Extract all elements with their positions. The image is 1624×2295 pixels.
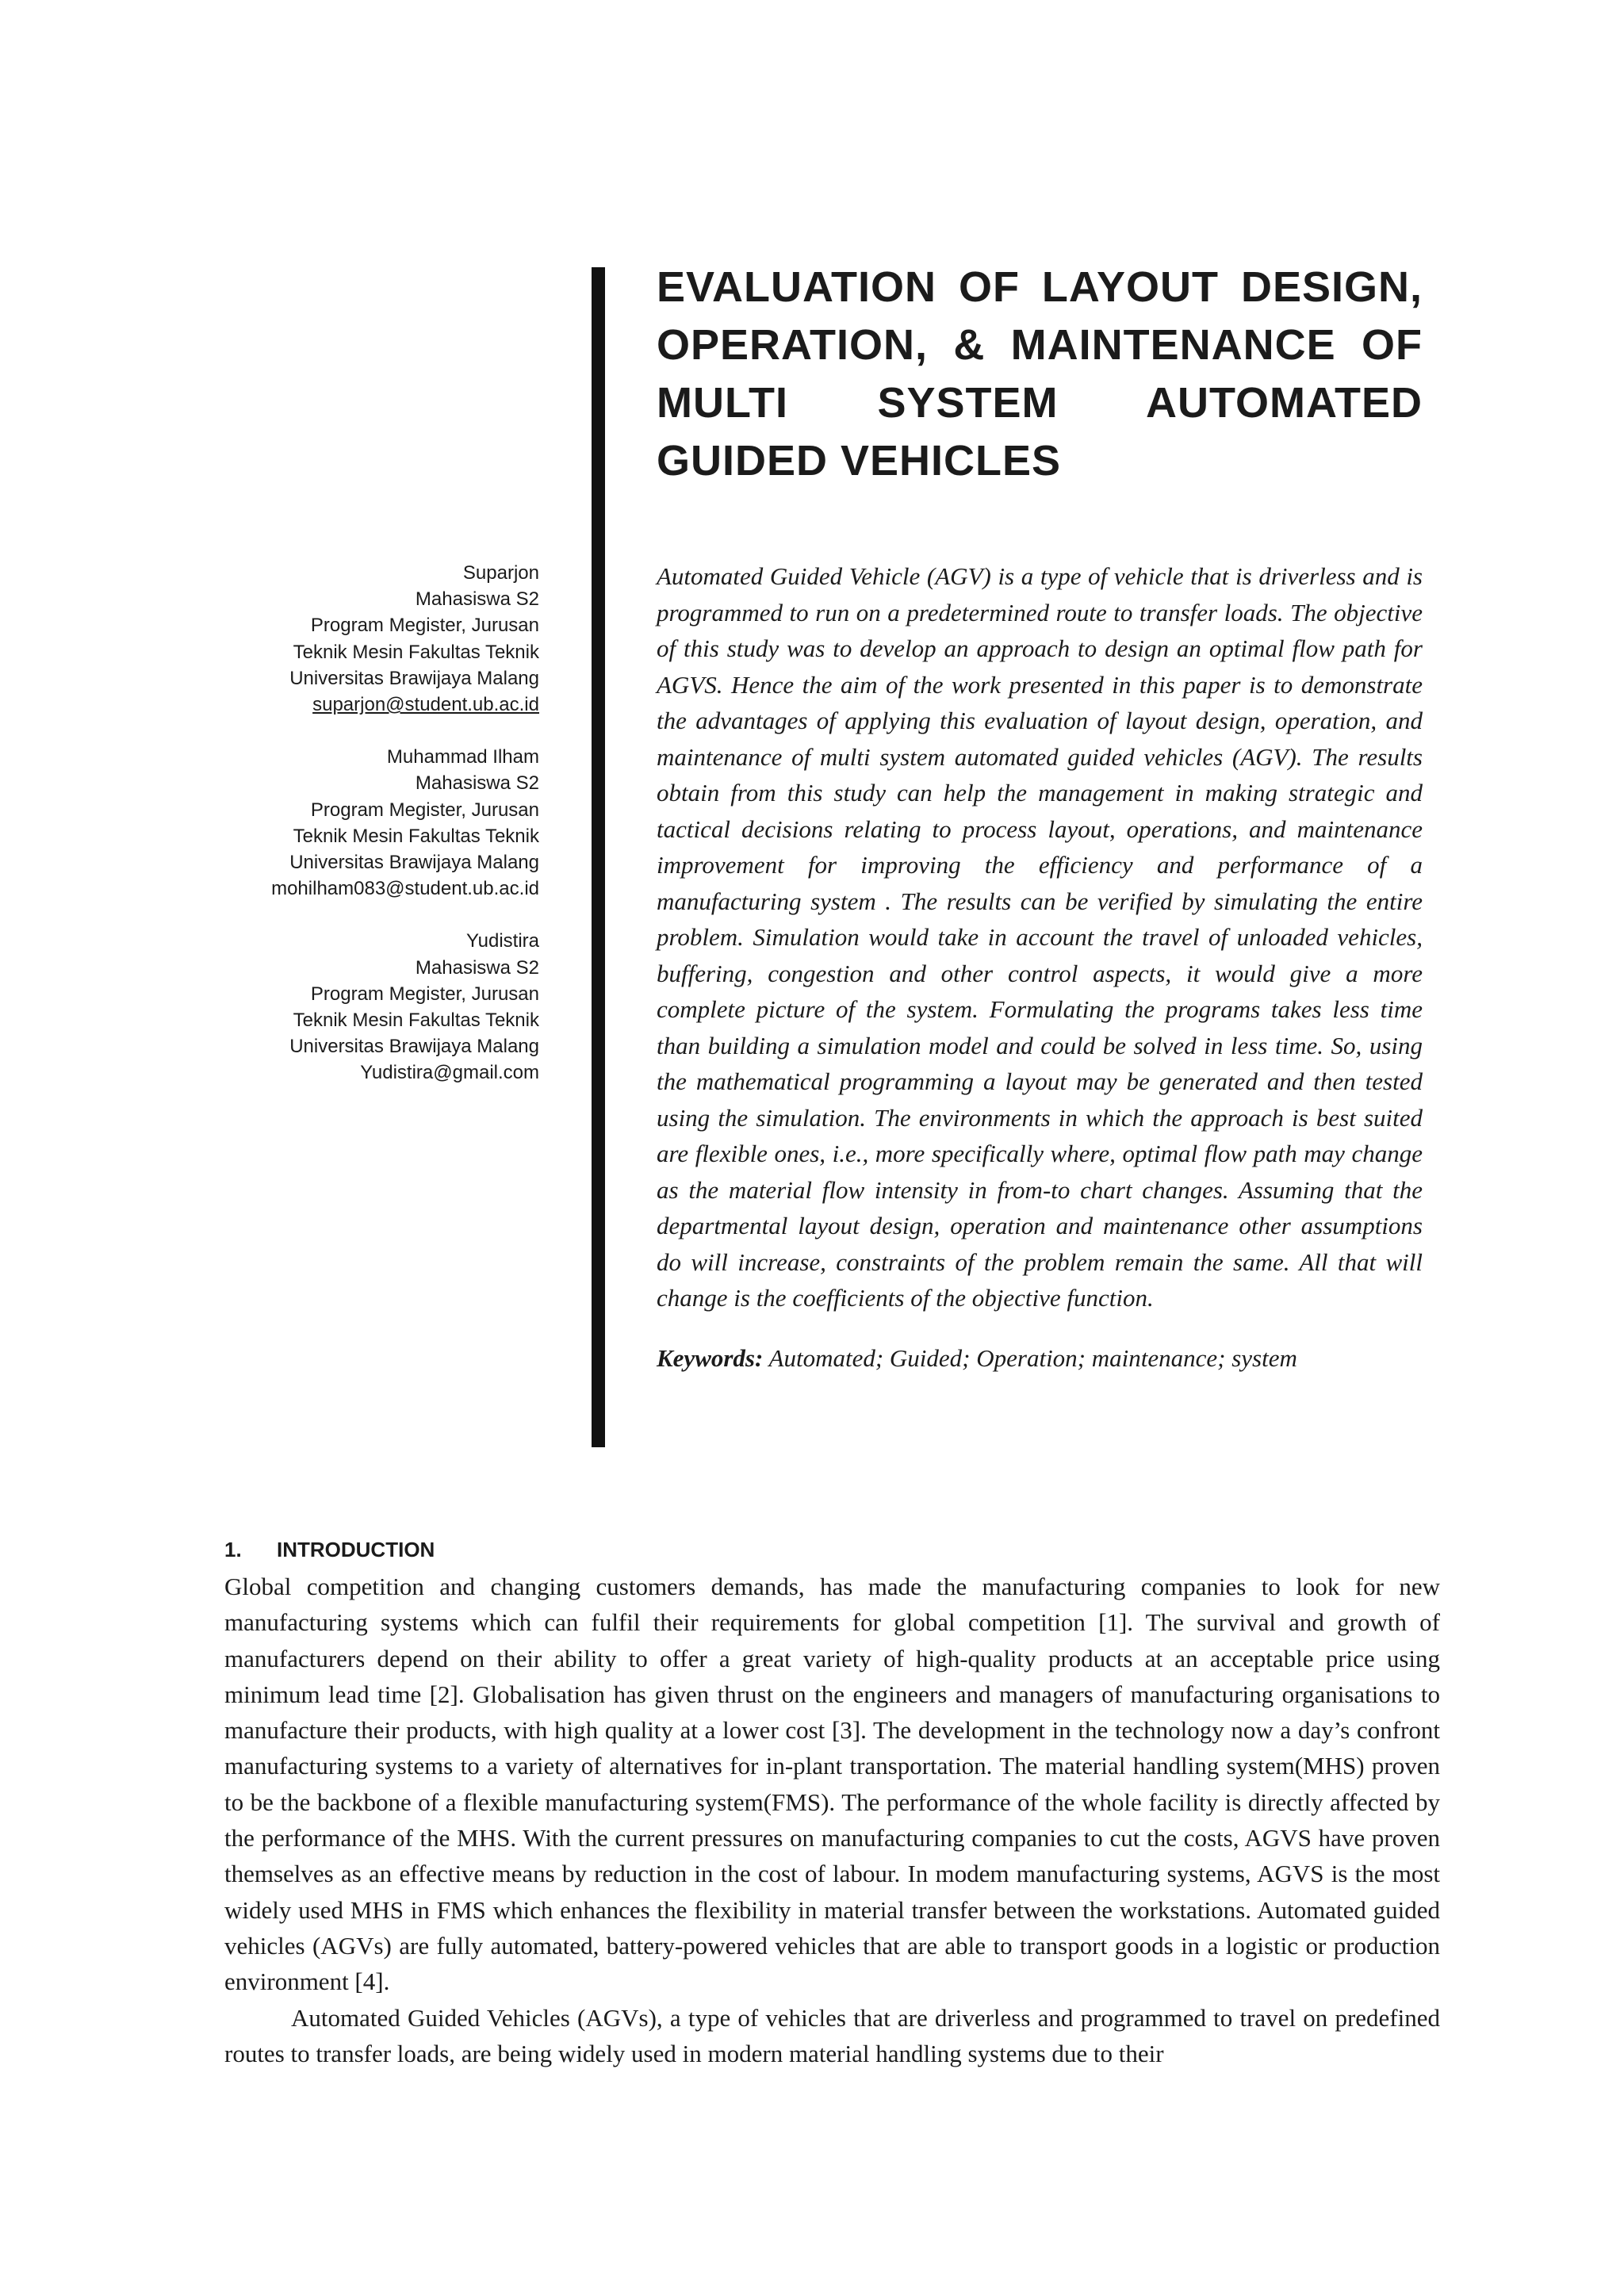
author-block xyxy=(238,744,539,902)
keywords-line xyxy=(657,1340,1423,1377)
section-number: 1. xyxy=(224,1538,242,1561)
paper-title xyxy=(657,259,1423,490)
author-block xyxy=(238,928,539,1086)
author-role: Mahasiswa S2 xyxy=(415,588,539,611)
author-department: Teknik Mesin Fakultas Teknik xyxy=(293,825,539,847)
author-email: Yudistira@gmail.com xyxy=(360,1062,539,1084)
author-name: Suparjon xyxy=(462,562,539,584)
author-program: Program Megister, Jurusan xyxy=(310,615,539,637)
body-paragraph: Global competition and changing customers demands, has made the manufacturing companies to look for new manufacturing systems which can fulfil their requirements for global competition [1]. The survival and growth of manufacturers depend on their ability to offer a great variety of high-quality products at an acceptable price using minimum lead time [2]. Globalisation has given thrust on the engineers and managers of manufacturing organisations to manufacture their products, with high quality at a lower cost [3]. The development in the technology now a day’s confront manufacturing systems to a variety of alternatives for in-plant transportation. The material handling system(MHS) proven to be the backbone of a flexible manufacturing system(FMS). The performance of the whole facility is directly affected by the performance of the MHS. With the current pressures on manufacturing companies to cut the costs, AGVS have proven themselves as an effective means by reduction in the cost of labour. In modem manufacturing systems, AGVS is the most widely used MHS in FMS which enhances the flexibility in material transfer between the workstations. Automated guided vehicles (AGVs) are fully automated, battery-powered vehicles that are able to transport goods in a logistic or production environment [4]. xyxy=(224,1573,1440,1996)
title-accent-bar xyxy=(592,267,605,1447)
author-department: Teknik Mesin Fakultas Teknik xyxy=(293,641,539,663)
author-department: Teknik Mesin Fakultas Teknik xyxy=(293,1010,539,1032)
author-university: Universitas Brawijaya Malang xyxy=(289,852,539,874)
author-email-link[interactable]: suparjon@student.ub.ac.id xyxy=(312,694,539,716)
author-university: Universitas Brawijaya Malang xyxy=(289,667,539,689)
author-role: Mahasiswa S2 xyxy=(415,772,539,795)
author-program: Program Megister, Jurusan xyxy=(310,799,539,821)
author-email: mohilham083@student.ub.ac.id xyxy=(271,878,539,900)
abstract-text: Automated Guided Vehicle (AGV) is a type of vehicle that is driverless and is programmed to run on a predetermined route to transfer loads. The objective of this study was to develop an approach to design an optimal flow path for AGVS. Hence the aim of the work presented in this paper is to demonstrate the advantages of applying this evaluation of layout design, operation, and maintenance of multi system automated guided vehicles (AGV). The results obtain from this study can help the management in making strategic and tactical decisions relating to process layout, operations, and maintenance improvement for improving the efficiency and performance of a manufacturing system . The results can be verified by simulating the entire problem. Simulation would take in account the travel of unloaded vehicles, buffering, congestion and other control aspects, it would give a more complete picture of the system. Formulating the programs takes less time than building a simulation model and could be solved in less time. So, using the mathematical programming a layout may be generated and then tested using the simulation. The environments in which the approach is best suited are flexible ones, i.e., more specifically where, optimal flow path may change as the material flow intensity in from-to chart changes. Assuming that the departmental layout design, operation and maintenance other assumptions do will increase, constraints of the problem remain the same. All that will change is the coefficients of the objective function. xyxy=(657,562,1423,1312)
title-line: GUIDED VEHICLES xyxy=(657,437,1062,485)
section-heading xyxy=(224,1536,435,1563)
title-line: OPERATION, & MAINTENANCE OF xyxy=(657,321,1423,369)
section-title: INTRODUCTION xyxy=(277,1538,435,1561)
introduction-body xyxy=(224,1569,1440,2071)
keywords-label: Keywords: xyxy=(657,1343,764,1372)
author-role: Mahasiswa S2 xyxy=(415,956,539,979)
author-list xyxy=(238,560,539,1113)
title-line: EVALUATION OF LAYOUT DESIGN, xyxy=(657,263,1423,311)
body-paragraph: Automated Guided Vehicles (AGVs), a type of vehicles that are driverless and programmed to travel on predefined routes to transfer loads, are being widely used in modern material handling systems due to their xyxy=(224,2003,1440,2067)
author-name: Yudistira xyxy=(465,930,539,952)
keywords-list: Automated; Guided; Operation; maintenance; system xyxy=(768,1343,1297,1372)
author-program: Program Megister, Jurusan xyxy=(310,983,539,1005)
abstract xyxy=(657,558,1423,1376)
author-block xyxy=(238,560,539,718)
author-name: Muhammad Ilham xyxy=(386,746,539,768)
title-line: MULTI SYSTEM AUTOMATED xyxy=(657,379,1423,427)
author-university: Universitas Brawijaya Malang xyxy=(289,1036,539,1058)
